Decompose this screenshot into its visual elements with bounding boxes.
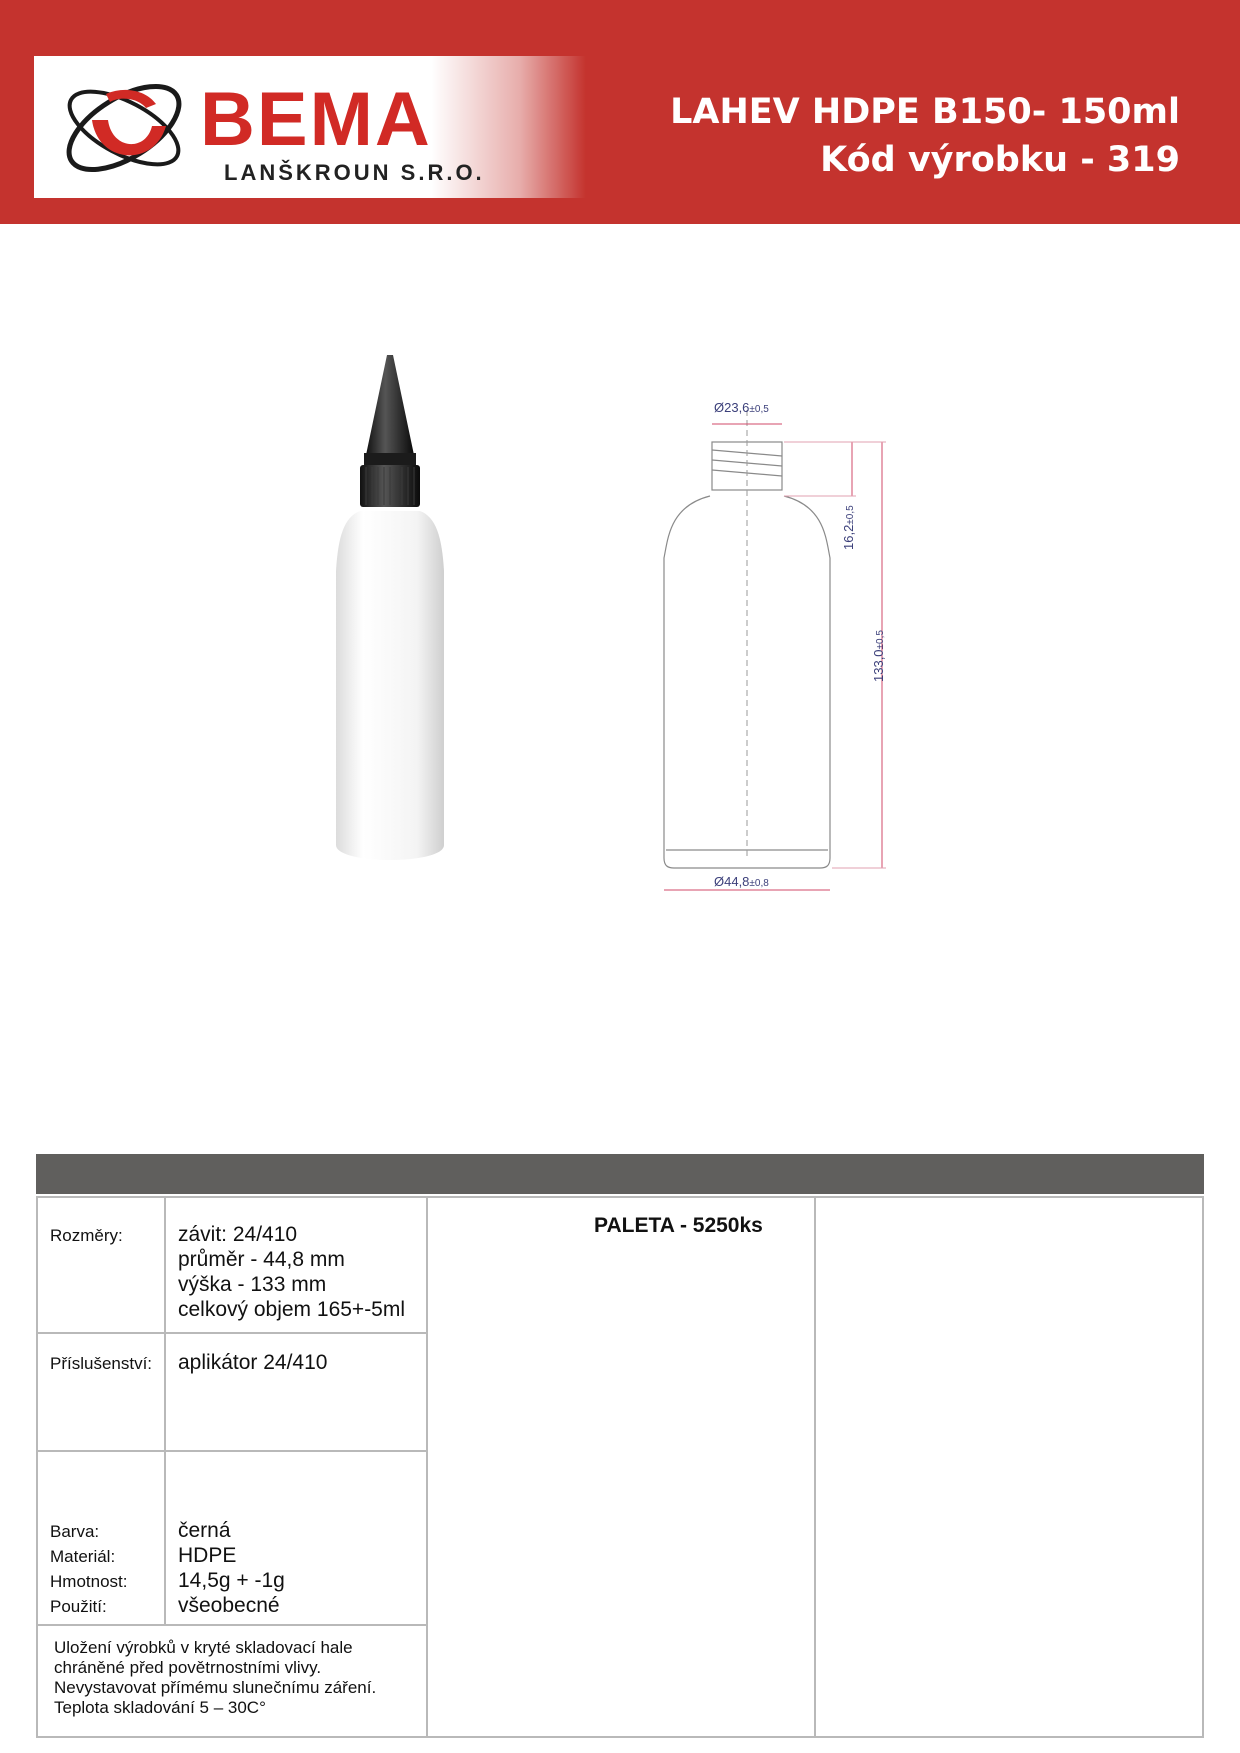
properties-row	[36, 1450, 428, 1626]
dimensions-values: závit: 24/410 průměr - 44,8 mm výška - 133 mm celkový objem 165+-5ml	[178, 1223, 406, 1321]
usage-label: Použití:	[50, 1597, 107, 1616]
bottle-technical-drawing	[660, 398, 900, 898]
accessories-value: aplikátor 24/410	[178, 1351, 328, 1374]
body-diameter-label: Ø44,8±0,8	[714, 874, 769, 889]
logo-wordmark: BEMA	[200, 77, 432, 162]
accessories-row	[36, 1332, 428, 1452]
page-header	[0, 0, 1240, 224]
total-height-label: 133,0±0,5	[871, 630, 886, 682]
weight-value: 14,5g + -1g	[178, 1569, 285, 1592]
dimensions-row	[36, 1196, 428, 1334]
usage-value: všeobecné	[178, 1594, 280, 1617]
weight-label: Hmotnost:	[50, 1572, 128, 1591]
spec-table-header	[36, 1154, 1204, 1194]
pallet-column	[426, 1196, 816, 1738]
material-value: HDPE	[178, 1544, 237, 1567]
accessories-label: Příslušenství:	[50, 1354, 153, 1373]
company-logo	[34, 56, 586, 198]
storage-note-row	[36, 1624, 428, 1738]
color-value: černá	[178, 1519, 231, 1542]
pallet-quantity: PALETA - 5250ks	[594, 1214, 763, 1237]
empty-column	[814, 1196, 1204, 1738]
product-name: LAHEV HDPE B150- 150ml	[670, 92, 1180, 132]
product-title	[670, 88, 1180, 184]
material-label: Materiál:	[50, 1547, 116, 1566]
storage-note: Uložení výrobků v kryté skladovací hale chráněné před povětrnostními vlivy. Nevystavovat přímému slunečnímu záření. Teplota skladování 5 – 30C°	[54, 1638, 377, 1717]
shoulder-height-label: 16,2±0,5	[841, 505, 856, 550]
neck-diameter-label: Ø23,6±0,5	[714, 400, 769, 415]
bema-logo-icon	[54, 64, 224, 192]
logo-subtitle: LANŠKROUN S.R.O.	[224, 160, 485, 185]
bottle-photo	[330, 355, 500, 875]
product-code: Kód výrobku - 319	[820, 140, 1180, 180]
dimensions-label: Rozměry:	[50, 1226, 123, 1245]
color-label: Barva:	[50, 1522, 100, 1541]
